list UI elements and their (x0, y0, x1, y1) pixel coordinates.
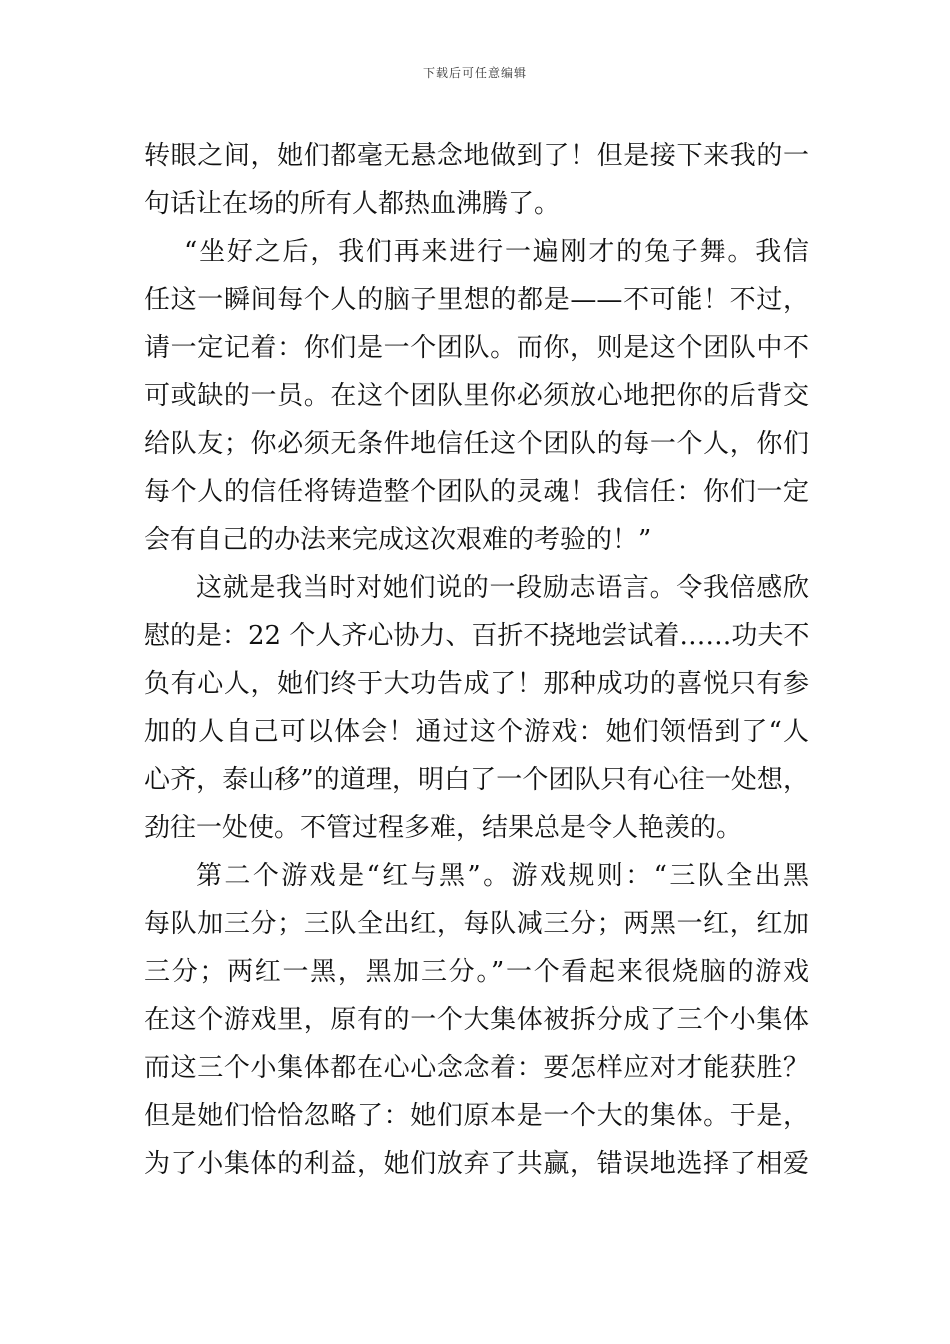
text-line: 转眼之间，她们都毫无悬念地做到了！但是接下来我的一 (144, 141, 809, 171)
page-header: 下载后可任意编辑 (422, 66, 527, 80)
text-line: 给队友；你必须无条件地信任这个团队的每一个人，你们 (144, 429, 809, 459)
text-line: 三分；两红一黑，黑加三分。”一个看起来很烧脑的游戏 (144, 957, 809, 987)
body-text (144, 132, 809, 1188)
text-line: 加的人自己可以体会！通过这个游戏：她们领悟到了“人 (144, 717, 809, 747)
text-line: 在这个游戏里，原有的一个大集体被拆分成了三个小集体 (144, 1005, 809, 1035)
text-line: 这就是我当时对她们说的一段励志语言。令我倍感欣 (196, 573, 809, 603)
text-line: 每个人的信任将铸造整个团队的灵魂！我信任：你们一定 (144, 477, 809, 507)
text-line: 劲往一处使。不管过程多难，结果总是令人艳羡的。 (144, 813, 743, 843)
text-line: 慰的是：22 个人齐心协力、百折不挠地尝试着……功夫不 (144, 621, 809, 651)
text-line: 为了小集体的利益，她们放弃了共赢，错误地选择了相爱 (144, 1149, 809, 1179)
text-line: 可或缺的一员。在这个团队里你必须放心地把你的后背交 (144, 381, 809, 411)
text-line: 每队加三分；三队全出红，每队减三分；两黑一红，红加 (144, 909, 809, 939)
text-line: 会有自己的办法来完成这次艰难的考验的！” (144, 525, 652, 555)
text-line: 第二个游戏是“红与黑”。游戏规则：“三队全出黑 (196, 861, 809, 891)
text-line: “坐好之后，我们再来进行一遍刚才的兔子舞。我信 (184, 237, 809, 267)
text-line: 但是她们恰恰忽略了：她们原本是一个大的集体。于是， (144, 1101, 809, 1131)
text-line: 请一定记着：你们是一个团队。而你，则是这个团队中不 (144, 333, 809, 363)
text-line: 心齐，泰山移”的道理，明白了一个团队只有心往一处想， (144, 765, 809, 795)
text-line: 句话让在场的所有人都热血沸腾了。 (144, 189, 561, 219)
text-line: 而这三个小集体都在心心念念着：要怎样应对才能获胜？ (144, 1053, 809, 1083)
text-line: 负有心人，她们终于大功告成了！那种成功的喜悦只有参 (144, 669, 809, 699)
text-line: 任这一瞬间每个人的脑子里想的都是——不可能！不过， (144, 285, 809, 315)
